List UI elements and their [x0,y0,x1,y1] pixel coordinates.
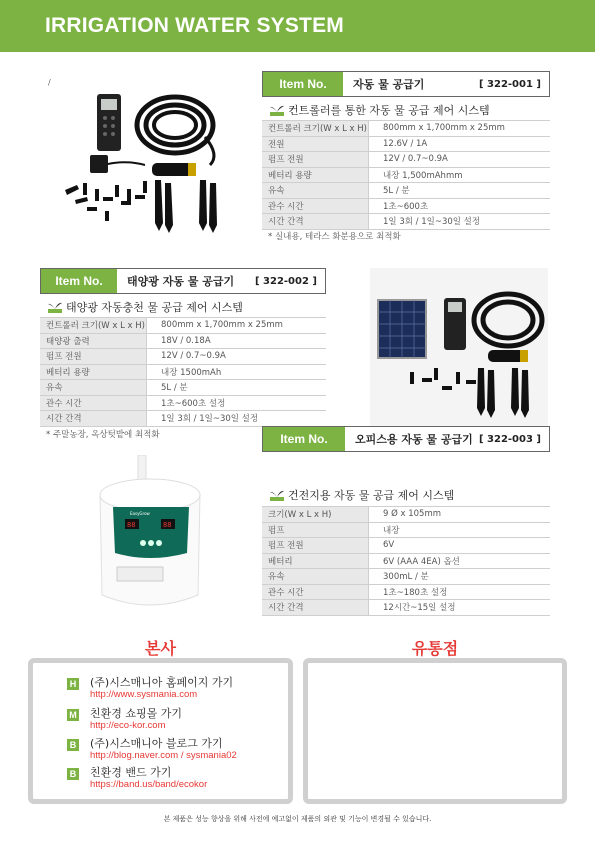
product-2-photo [370,268,548,426]
spec-row [262,584,550,600]
spec-value: 5L / 분 [147,380,327,396]
spec-key: 베터리 [262,553,369,569]
page-mark: / [48,78,51,87]
product-2-name: 태양광 자동 물 공급기 [127,275,235,288]
product-3-code: [ 322-003 ] [478,433,541,445]
spec-value: 300mL / 분 [369,569,551,585]
spec-row [262,183,550,199]
link-homepage[interactable] [67,676,233,700]
spec-value: 6V (AAA 4EA) 옵션 [369,553,551,569]
product-3-subtitle: 건전지용 자동 물 공급 제어 시스템 [288,489,455,502]
link-label: (주)시스매니아 홈페이지 가기 [90,676,234,689]
link-band[interactable] [67,766,207,790]
spec-row [40,380,326,396]
footer-note: 본 제품은 성능 향상을 위해 사전에 예고없이 제품의 외관 및 기능이 변경될 수 있습니다. [163,815,432,823]
product-1-code: [ 322-001 ] [478,78,541,90]
product-1-photo [55,85,230,235]
item-label: Item No. [263,427,345,451]
badge-icon: B [67,739,79,751]
spec-key: 펌프 전원 [40,349,147,365]
spec-row [262,136,550,152]
spec-key: 전원 [262,136,369,152]
spec-value: 1초~180초 설정 [369,584,551,600]
link-url[interactable]: http://www.sysmania.com [90,689,198,700]
spec-row [262,507,550,523]
product-3-name: 오피스용 자동 물 공급기 [355,433,473,446]
link-label: (주)시스매니아 블로그 가기 [90,737,223,750]
spec-row [262,198,550,214]
spec-value: 1일 3회 / 1일~30일 설정 [147,411,327,427]
product-1-spec-table [262,120,550,230]
spec-key: 유속 [262,183,369,199]
spec-row [262,553,550,569]
product-2-note: * 주말농장, 옥상텃밭에 최적화 [46,430,160,440]
spec-value: 12V / 0.7~0.9A [369,152,551,168]
link-url[interactable]: https://band.us/band/ecokor [90,779,208,790]
badge-icon: B [67,768,79,780]
spec-key: 시간 간격 [40,411,147,427]
item-label: Item No. [41,269,117,293]
plant-icon [270,104,284,116]
spec-row [40,364,326,380]
item-label: Item No. [263,72,343,96]
spec-row [40,333,326,349]
spec-row [40,395,326,411]
spec-key: 펌프 [262,522,369,538]
device-brand: EasyGrow [130,511,150,516]
spec-value: 1초~600초 설정 [147,395,327,411]
badge-icon: M [67,709,79,721]
spec-key: 베터리 용량 [40,364,147,380]
spec-row [262,152,550,168]
product-2-subtitle-row [48,299,243,315]
spec-value: 18V / 0.18A [147,333,327,349]
spec-row [262,522,550,538]
product-3-header [262,426,550,452]
product-1-name: 자동 물 공급기 [353,78,425,91]
spec-row [262,538,550,554]
spec-row [40,318,326,334]
spec-row [262,121,550,137]
product-2-spec-table [40,317,326,427]
spec-row [40,349,326,365]
product-1-header [262,71,550,97]
spec-key: 유속 [262,569,369,585]
spec-key: 크기(W x L x H) [262,507,369,523]
spec-value: 12시간~15일 설정 [369,600,551,616]
product-1-subtitle-row [270,102,490,118]
spec-key: 유속 [40,380,147,396]
device-display-left: 88 [127,521,136,529]
spec-row [262,600,550,616]
spec-row [262,214,550,230]
link-shop[interactable] [67,707,182,731]
link-blog[interactable] [67,737,237,761]
spec-row [262,167,550,183]
spec-key: 컨트롤러 크기(W x L x H) [262,121,369,137]
link-label: 친환경 쇼핑몰 가기 [90,707,183,720]
spec-value: 9 Ø x 105mm [369,507,551,523]
spec-row [40,411,326,427]
product-3-spec-table [262,506,550,616]
spec-value: 12V / 0.7~0.9A [147,349,327,365]
device-display-right: 88 [163,521,172,529]
plant-icon [48,301,62,313]
spec-value: 1일 3회 / 1일~30일 설정 [369,214,551,230]
distributor-title: 유통점 [411,639,459,658]
spec-key: 베터리 용량 [262,167,369,183]
distributor-panel [303,658,567,804]
link-label: 친환경 밴드 가기 [90,766,172,779]
link-url[interactable]: http://blog.naver.com / sysmania02 [90,750,237,761]
product-2-subtitle: 태양광 자동충천 물 공급 제어 시스템 [66,301,243,314]
spec-key: 태양광 출력 [40,333,147,349]
spec-value: 6V [369,538,551,554]
spec-value: 내장 [369,522,551,538]
product-1-note: * 실내용, 테라스 화분용으로 최적화 [268,232,401,242]
spec-value: 800mm x 1,700mm x 25mm [147,318,327,334]
link-url[interactable]: http://eco-kor.com [90,720,166,731]
spec-key: 펌프 전원 [262,538,369,554]
product-3-photo [95,455,205,610]
product-3-subtitle-row [270,487,454,503]
spec-key: 관수 시간 [40,395,147,411]
spec-value: 내장 1,500mAhmm [369,167,551,183]
spec-key: 관수 시간 [262,584,369,600]
spec-row [262,569,550,585]
spec-value: 12.6V / 1A [369,136,551,152]
spec-value: 5L / 분 [369,183,551,199]
product-2-header [40,268,326,294]
plant-icon [270,489,284,501]
spec-key: 시간 간격 [262,214,369,230]
head-office-title: 본사 [145,639,176,658]
product-1-subtitle: 컨트롤러를 통한 자동 물 공급 제어 시스템 [288,104,490,117]
spec-value: 1초~600초 [369,198,551,214]
spec-value: 내장 1500mAh [147,364,327,380]
spec-key: 컨트롤러 크기(W x L x H) [40,318,147,334]
badge-icon: H [67,678,79,690]
spec-value: 800mm x 1,700mm x 25mm [369,121,551,137]
spec-key: 시간 간격 [262,600,369,616]
page-title: IRRIGATION WATER SYSTEM [45,14,344,37]
product-2-code: [ 322-002 ] [254,275,317,287]
spec-key: 펌프 전원 [262,152,369,168]
spec-key: 관수 시간 [262,198,369,214]
